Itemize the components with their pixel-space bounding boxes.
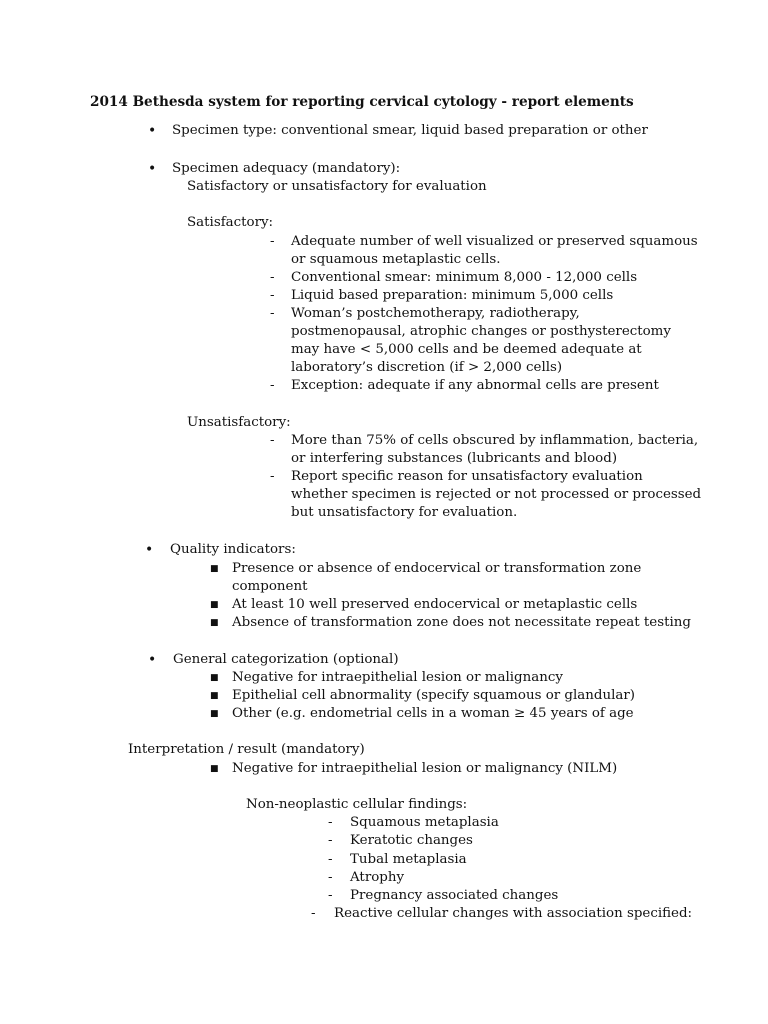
list-item: Keratotic changes [350,833,473,848]
list-item: Report specific reason for unsatisfactory evaluation [291,469,643,484]
list-item: may have < 5,000 cells and be deemed adequate at [291,342,642,357]
square-bullet-icon: ■ [210,673,219,683]
list-item: Woman’s postchemotherapy, radiotherapy, [291,306,580,321]
list-item: Pregnancy associated changes [350,888,559,903]
list-item: Reactive cellular changes with association specified: [334,906,693,921]
quality-heading: Quality indicators: [170,542,296,557]
list-item: Exception: adequate if any abnormal cells are present [291,378,659,393]
interpretation-heading: Interpretation / result (mandatory) [128,742,365,757]
bullet-icon: • [148,652,157,668]
adequacy-subheading: Satisfactory or unsatisfactory for evaluation [187,179,487,194]
square-bullet-icon: ■ [210,709,219,719]
dash-icon: - [311,906,316,921]
square-bullet-icon: ■ [210,600,219,610]
dash-icon: - [328,833,333,848]
bullet-icon: • [145,542,154,558]
page-title: 2014 Bethesda system for reporting cervical cytology - report elements [90,94,634,110]
list-item: Negative for intraepithelial lesion or malignancy [232,670,563,685]
list-item: but unsatisfactory for evaluation. [291,505,518,520]
list-item: Squamous metaplasia [350,815,499,830]
list-item: More than 75% of cells obscured by inflammation, bacteria, [291,433,699,448]
list-item: Tubal metaplasia [350,852,467,867]
list-item: or squamous metaplastic cells. [291,252,501,267]
square-bullet-icon: ■ [210,564,219,574]
specimen-type-text: Specimen type: conventional smear, liquid based preparation or other [172,123,648,138]
dash-icon: - [328,815,333,830]
unsatisfactory-label: Unsatisfactory: [187,415,291,430]
square-bullet-icon: ■ [210,618,219,628]
list-item: component [232,579,308,594]
list-item: whether specimen is rejected or not processed or processed [291,487,702,502]
dash-icon: - [270,469,275,484]
bullet-icon: • [148,123,157,139]
dash-icon: - [270,270,275,285]
list-item: Conventional smear: minimum 8,000 - 12,000 cells [291,270,638,285]
nonneo-heading: Non-neoplastic cellular findings: [246,797,468,812]
list-item: laboratory’s discretion (if > 2,000 cells) [291,360,563,375]
list-item: or interfering substances (lubricants and blood) [291,451,618,466]
list-item: Atrophy [350,870,405,885]
dash-icon: - [270,378,275,393]
bullet-icon: • [148,161,157,177]
list-item: Absence of transformation zone does not necessitate repeat testing [232,615,691,630]
dash-icon: - [270,288,275,303]
list-item: At least 10 well preserved endocervical or metaplastic cells [232,597,638,612]
list-item: Epithelial cell abnormality (specify squamous or glandular) [232,688,635,703]
dash-icon: - [328,852,333,867]
list-item: Negative for intraepithelial lesion or malignancy (NILM) [232,761,618,776]
general-heading: General categorization (optional) [173,652,399,667]
list-item: postmenopausal, atrophic changes or posthysterectomy [291,324,671,339]
square-bullet-icon: ■ [210,691,219,701]
dash-icon: - [270,433,275,448]
dash-icon: - [270,306,275,321]
dash-icon: - [328,888,333,903]
satisfactory-label: Satisfactory: [187,215,274,230]
adequacy-heading: Specimen adequacy (mandatory): [172,161,401,176]
square-bullet-icon: ■ [210,764,219,774]
list-item: Liquid based preparation: minimum 5,000 cells [291,288,614,303]
dash-icon: - [328,870,333,885]
dash-icon: - [270,234,275,249]
list-item: Other (e.g. endometrial cells in a woman ≥ 45 years of age [232,706,634,721]
list-item: Adequate number of well visualized or preserved squamous [291,234,698,249]
list-item: Presence or absence of endocervical or transformation zone [232,561,642,576]
